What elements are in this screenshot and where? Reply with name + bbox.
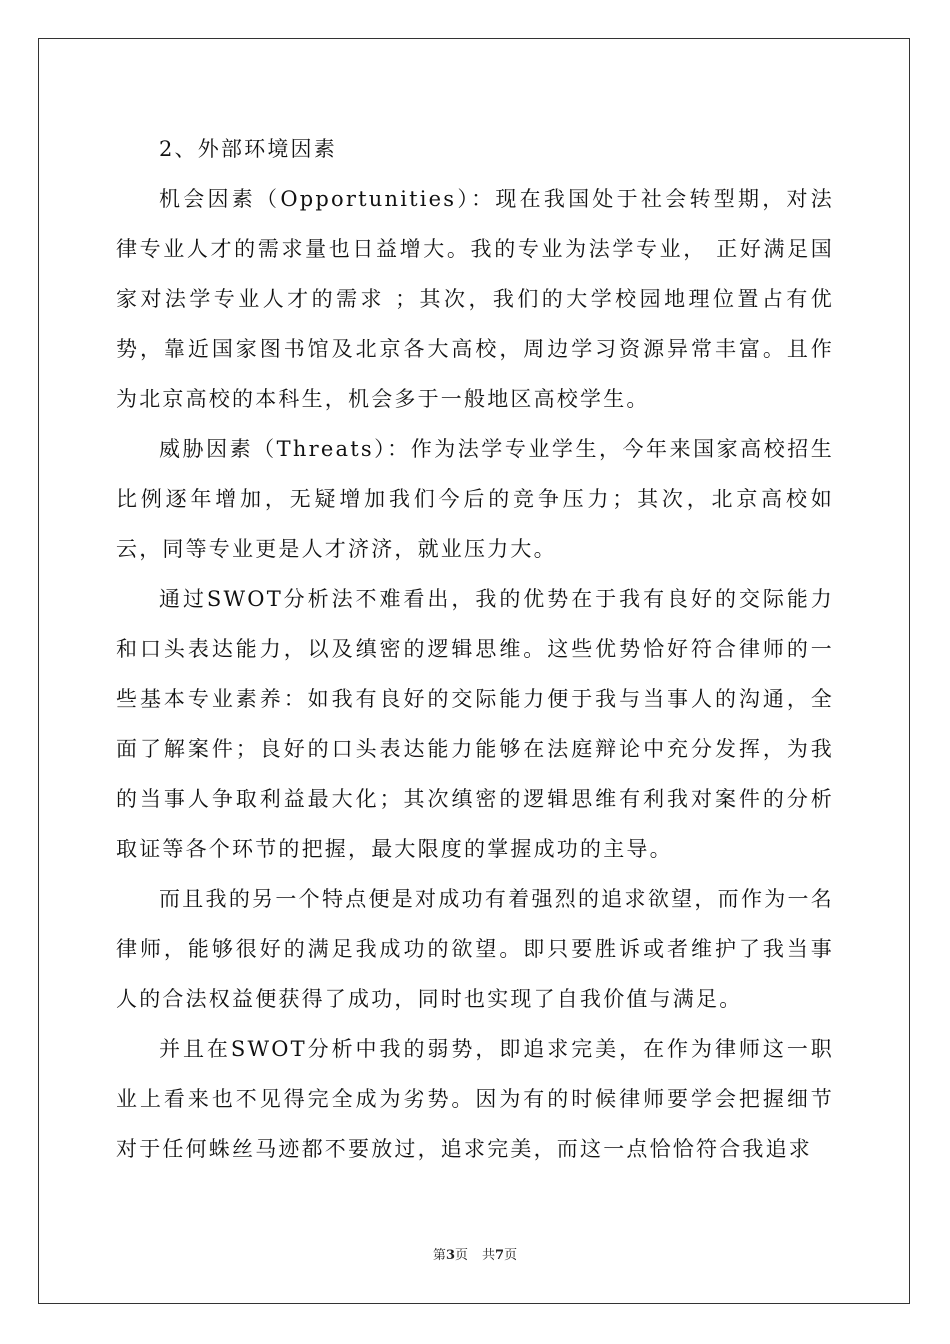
paragraph-opportunities: 机会因素（Opportunities）：现在我国处于社会转型期，对法律专业人才的需求量也日益增大。我的专业为法学专业， 正好满足国家对法学专业人才的需求 ；其次，我们的大学校园地理位置占有优势，靠近国家图书馆及北京各大高校，周边学习资源异常丰富。且作为北京高校的本科生，机会多于一般地区高校学生。 [116,187,834,411]
page-footer [0,1247,950,1265]
paragraph-weakness: 并且在SWOT分析中我的弱势，即追求完美，在作为律师这一职业上看来也不见得完全成为劣势。因为有的时候律师要学会把握细节对于任何蛛丝马迹都不要放过，追求完美，而这一点恰恰符合我追求 [116,1037,834,1161]
paragraph-threats: 威胁因素（Threats）：作为法学专业学生，今年来国家高校招生比例逐年增加，无疑增加我们今后的竞争压力；其次，北京高校如云，同等专业更是人才济济，就业压力大。 [116,437,834,561]
paragraph-list [116,174,834,1174]
paragraph-ambition: 而且我的另一个特点便是对成功有着强烈的追求欲望，而作为一名律师，能够很好的满足我成功的欲望。即只要胜诉或者维护了我当事人的合法权益便获得了成功，同时也实现了自我价值与满足。 [116,887,834,1011]
total-pages: 7 [495,1248,505,1263]
page-total: 共7页 [482,1248,518,1263]
document-body [116,124,834,1174]
section-heading: 2、外部环境因素 [159,137,337,161]
page-number: 第3页 [432,1248,468,1263]
paragraph-swot-summary: 通过SWOT分析法不难看出，我的优势在于我有良好的交际能力和口头表达能力，以及缜密的逻辑思维。这些优势恰好符合律师的一些基本专业素养：如我有良好的交际能力便于我与当事人的沟通，全面了解案件；良好的口头表达能力能够在法庭辩论中充分发挥，为我的当事人争取利益最大化；其次缜密的逻辑思维有利我对案件的分析取证等各个环节的把握，最大限度的掌握成功的主导。 [116,587,834,861]
current-page: 3 [445,1248,455,1263]
